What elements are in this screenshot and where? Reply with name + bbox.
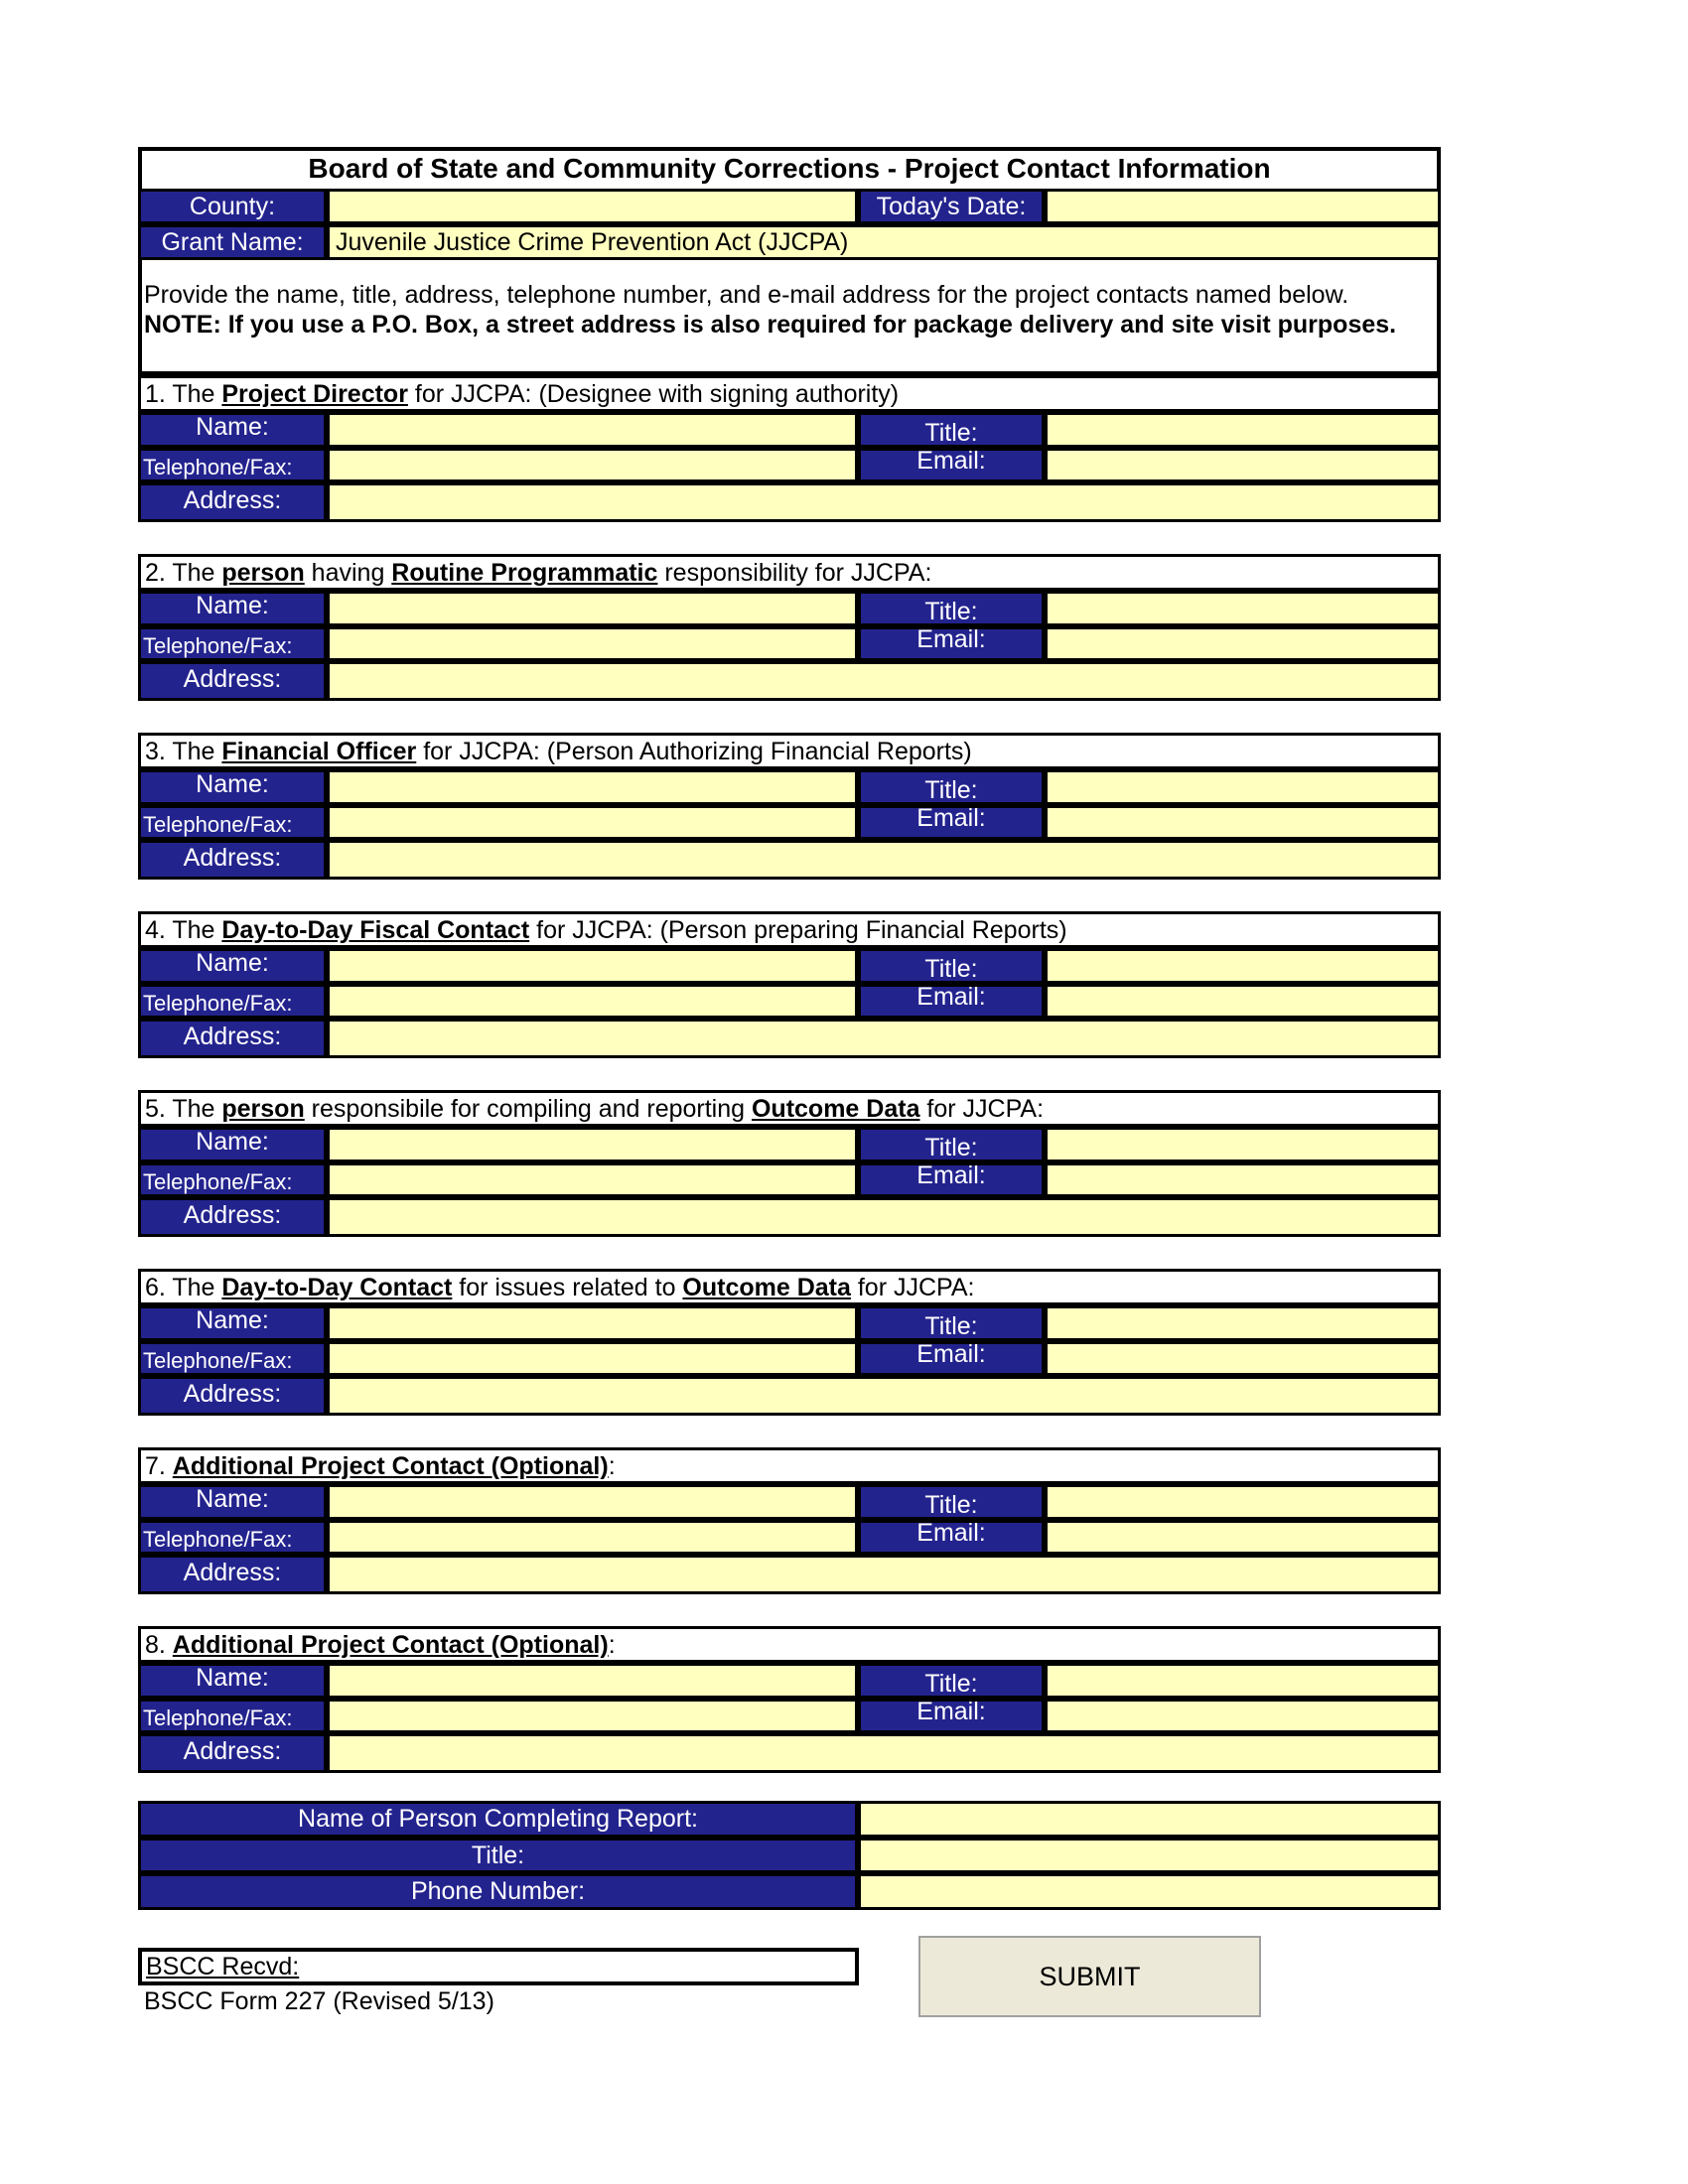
telephone-fax-input[interactable]	[327, 1341, 858, 1376]
address-input[interactable]	[327, 482, 1441, 522]
telephone-fax-label: Telephone/Fax:	[138, 448, 327, 482]
section-heading-emphasis: Routine Programmatic	[391, 559, 658, 587]
name-input[interactable]	[327, 769, 858, 805]
section-heading-emphasis: Additional Project Contact (Optional)	[172, 1452, 609, 1480]
address-label: Address:	[138, 1019, 327, 1058]
section-number: 7.	[145, 1452, 173, 1480]
name-label: Name:	[138, 591, 327, 626]
completer-phone-label: Phone Number:	[138, 1873, 858, 1910]
name-input[interactable]	[327, 948, 858, 984]
section-number: 6. The	[145, 1274, 222, 1301]
telephone-fax-input[interactable]	[327, 984, 858, 1019]
telephone-fax-label: Telephone/Fax:	[138, 1341, 327, 1376]
instructions-note: NOTE: If you use a P.O. Box, a street address is also required for package delivery and site visit purposes.	[144, 311, 1397, 339]
title-input[interactable]	[1045, 1663, 1441, 1699]
section-number: 8.	[145, 1631, 173, 1659]
telephone-fax-input[interactable]	[327, 626, 858, 661]
name-input[interactable]	[327, 1127, 858, 1162]
name-input[interactable]	[327, 591, 858, 626]
name-label: Name:	[138, 948, 327, 984]
section-heading-emphasis: Outcome Data	[682, 1274, 851, 1301]
section-number: 1. The	[145, 380, 222, 408]
email-input[interactable]	[1045, 1699, 1441, 1733]
title-label: Title:	[858, 1127, 1045, 1162]
section-heading-text: for JJCPA:	[850, 1274, 975, 1301]
name-input[interactable]	[327, 412, 858, 448]
title-input[interactable]	[1045, 769, 1441, 805]
section-heading-emphasis: Additional Project Contact (Optional)	[172, 1631, 609, 1659]
address-input[interactable]	[327, 1019, 1441, 1058]
email-label: Email:	[858, 1341, 1045, 1376]
form-footer: BSCC Form 227 (Revised 5/13)	[144, 1987, 494, 2015]
section-heading-emphasis: Day-to-Day Fiscal Contact	[221, 916, 530, 944]
address-input[interactable]	[327, 661, 1441, 701]
title-label: Title:	[858, 1305, 1045, 1341]
name-label: Name:	[138, 1127, 327, 1162]
title-label: Title:	[858, 1663, 1045, 1699]
section-heading-text: for JJCPA: (Person Authorizing Financial Reports)	[416, 738, 972, 765]
submit-button[interactable]: SUBMIT	[918, 1936, 1261, 2017]
title-input[interactable]	[1045, 1484, 1441, 1520]
contact-section-heading	[138, 733, 1441, 769]
section-heading-text: :	[608, 1452, 616, 1480]
email-label: Email:	[858, 448, 1045, 482]
email-input[interactable]	[1045, 626, 1441, 661]
name-input[interactable]	[327, 1305, 858, 1341]
address-input[interactable]	[327, 1197, 1441, 1237]
email-input[interactable]	[1045, 984, 1441, 1019]
county-label: County:	[138, 189, 327, 224]
email-label: Email:	[858, 1162, 1045, 1197]
address-label: Address:	[138, 661, 327, 701]
email-label: Email:	[858, 1699, 1045, 1733]
address-input[interactable]	[327, 1555, 1441, 1594]
section-heading-text: for issues related to	[452, 1274, 683, 1301]
name-label: Name:	[138, 412, 327, 448]
contact-section-heading	[138, 1447, 1441, 1484]
section-number: 4. The	[145, 916, 222, 944]
section-number: 5. The	[145, 1095, 222, 1123]
todays-date-input[interactable]	[1045, 189, 1441, 224]
telephone-fax-input[interactable]	[327, 805, 858, 840]
title-input[interactable]	[1045, 412, 1441, 448]
email-label: Email:	[858, 626, 1045, 661]
instructions-text: Provide the name, title, address, telephone number, and e-mail address for the project contacts named below.	[144, 281, 1349, 309]
name-input[interactable]	[327, 1663, 858, 1699]
title-label: Title:	[858, 1484, 1045, 1520]
name-label: Name:	[138, 1663, 327, 1699]
address-label: Address:	[138, 1555, 327, 1594]
section-heading-text: for JJCPA: (Person preparing Financial Reports)	[529, 916, 1067, 944]
section-heading-emphasis: Day-to-Day Contact	[221, 1274, 453, 1301]
telephone-fax-label: Telephone/Fax:	[138, 1699, 327, 1733]
section-heading-emphasis: Outcome Data	[751, 1095, 920, 1123]
section-heading-text: for JJCPA:	[919, 1095, 1045, 1123]
completer-name-label: Name of Person Completing Report:	[138, 1801, 858, 1838]
name-label: Name:	[138, 769, 327, 805]
form-title: Board of State and Community Corrections - Project Contact Information	[308, 153, 1271, 184]
title-label: Title:	[858, 769, 1045, 805]
address-label: Address:	[138, 1376, 327, 1416]
contact-section-heading	[138, 911, 1441, 948]
name-label: Name:	[138, 1484, 327, 1520]
completer-title-label: Title:	[138, 1838, 858, 1873]
address-label: Address:	[138, 482, 327, 522]
bscc-recvd-field[interactable]: BSCC Recvd:	[138, 1948, 859, 1985]
address-input[interactable]	[327, 1733, 1441, 1773]
title-label: Title:	[858, 591, 1045, 626]
telephone-fax-input[interactable]	[327, 1162, 858, 1197]
section-heading-text: responsibile for compiling and reporting	[304, 1095, 752, 1123]
email-input[interactable]	[1045, 1162, 1441, 1197]
email-label: Email:	[858, 805, 1045, 840]
telephone-fax-label: Telephone/Fax:	[138, 805, 327, 840]
name-input[interactable]	[327, 1484, 858, 1520]
contact-section-heading	[138, 554, 1441, 591]
title-label: Title:	[858, 412, 1045, 448]
telephone-fax-label: Telephone/Fax:	[138, 1520, 327, 1555]
contact-section-heading	[138, 1626, 1441, 1663]
email-input[interactable]	[1045, 1520, 1441, 1555]
grant-name-value[interactable]: Juvenile Justice Crime Prevention Act (JJCPA)	[327, 224, 1441, 260]
title-input[interactable]	[1045, 1305, 1441, 1341]
section-heading-emphasis: person	[221, 559, 305, 587]
title-input[interactable]	[1045, 1127, 1441, 1162]
contact-section-heading	[138, 1269, 1441, 1305]
address-input[interactable]	[327, 1376, 1441, 1416]
telephone-fax-input[interactable]	[327, 1699, 858, 1733]
telephone-fax-label: Telephone/Fax:	[138, 984, 327, 1019]
section-heading-text: having	[304, 559, 392, 587]
instructions	[138, 280, 1441, 371]
address-label: Address:	[138, 1197, 327, 1237]
title-label: Title:	[858, 948, 1045, 984]
address-label: Address:	[138, 1733, 327, 1773]
email-label: Email:	[858, 1520, 1045, 1555]
telephone-fax-label: Telephone/Fax:	[138, 1162, 327, 1197]
section-number: 2. The	[145, 559, 222, 587]
todays-date-label: Today's Date:	[858, 189, 1045, 224]
address-label: Address:	[138, 840, 327, 880]
section-heading-text: responsibility for JJCPA:	[657, 559, 932, 587]
section-number: 3. The	[145, 738, 222, 765]
section-heading-text: for JJCPA: (Designee with signing authority)	[407, 380, 900, 408]
title-input[interactable]	[1045, 948, 1441, 984]
address-input[interactable]	[327, 840, 1441, 880]
telephone-fax-input[interactable]	[327, 1520, 858, 1555]
title-input[interactable]	[1045, 591, 1441, 626]
telephone-fax-label: Telephone/Fax:	[138, 626, 327, 661]
section-heading-emphasis: Project Director	[221, 380, 408, 408]
email-input[interactable]	[1045, 448, 1441, 482]
contact-section-heading	[138, 1090, 1441, 1127]
completer-title-input[interactable]	[858, 1838, 1441, 1873]
email-label: Email:	[858, 984, 1045, 1019]
county-input[interactable]	[327, 189, 858, 224]
grant-name-label: Grant Name:	[138, 224, 327, 260]
completer-phone-input[interactable]	[858, 1873, 1441, 1910]
section-heading-emphasis: person	[221, 1095, 305, 1123]
email-input[interactable]	[1045, 805, 1441, 840]
email-input[interactable]	[1045, 1341, 1441, 1376]
section-heading-text: :	[608, 1631, 616, 1659]
contact-section-heading	[138, 375, 1441, 412]
telephone-fax-input[interactable]	[327, 448, 858, 482]
section-heading-emphasis: Financial Officer	[221, 738, 417, 765]
name-label: Name:	[138, 1305, 327, 1341]
completer-name-input[interactable]	[858, 1801, 1441, 1838]
